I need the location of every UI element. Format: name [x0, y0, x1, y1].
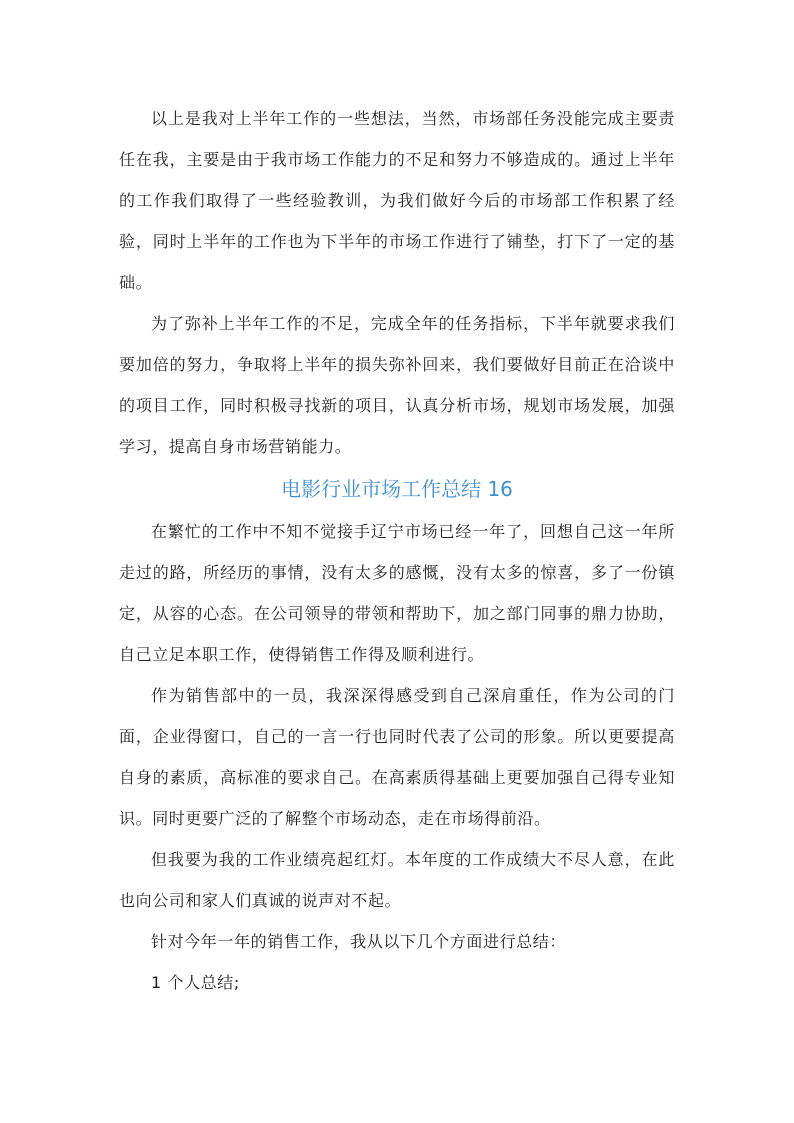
paragraph-7: 1 个人总结; — [151, 973, 240, 992]
paragraph-1: 以上是我对上半年工作的一些想法，当然，市场部任务没能完成主要责任在我，主要是由于我市场工作能力的不足和努力不够造成的。通过上半年的工作我们取得了一些经验教训，为我们做好今后的市场部工作积累了经验，同时上半年的工作也为下半年的市场工作进行了铺垫，打下了一定的基础。 — [119, 109, 675, 292]
paragraph-3: 在繁忙的工作中不知不觉接手辽宁市场已经一年了，回想自己这一年所走过的路，所经历的事情，没有太多的感慨，没有太多的惊喜，多了一份镇定，从容的心态。在公司领导的带领和帮助下，加之部门同事的鼎力协助，自己立足本职工作，使得销售工作得及顺利进行。 — [119, 522, 675, 664]
section-heading: 电影行业市场工作总结 16 — [281, 477, 513, 501]
paragraph-6: 针对今年一年的销售工作，我从以下几个方面进行总结： — [151, 932, 567, 951]
paragraph-4: 作为销售部中的一员，我深深得感受到自己深肩重任，作为公司的门面，企业得窗口，自己的一言一行也同时代表了公司的形象。所以更要提高自身的素质，高标准的要求自己。在高素质得基础上更要加强自己得专业知识。同时更要广泛的了解整个市场动态，走在市场得前沿。 — [119, 686, 675, 828]
document-body — [119, 98, 675, 1003]
paragraph-2: 为了弥补上半年工作的不足，完成全年的任务指标，下半年就要求我们要加倍的努力，争取将上半年的损失弥补回来，我们要做好目前正在洽谈中的项目工作，同时积极寻找新的项目，认真分析市场，规划市场发展，加强学习，提高自身市场营销能力。 — [119, 314, 675, 456]
paragraph-5: 但我要为我的工作业绩亮起红灯。本年度的工作成绩大不尽人意，在此也向公司和家人们真诚的说声对不起。 — [119, 850, 675, 910]
